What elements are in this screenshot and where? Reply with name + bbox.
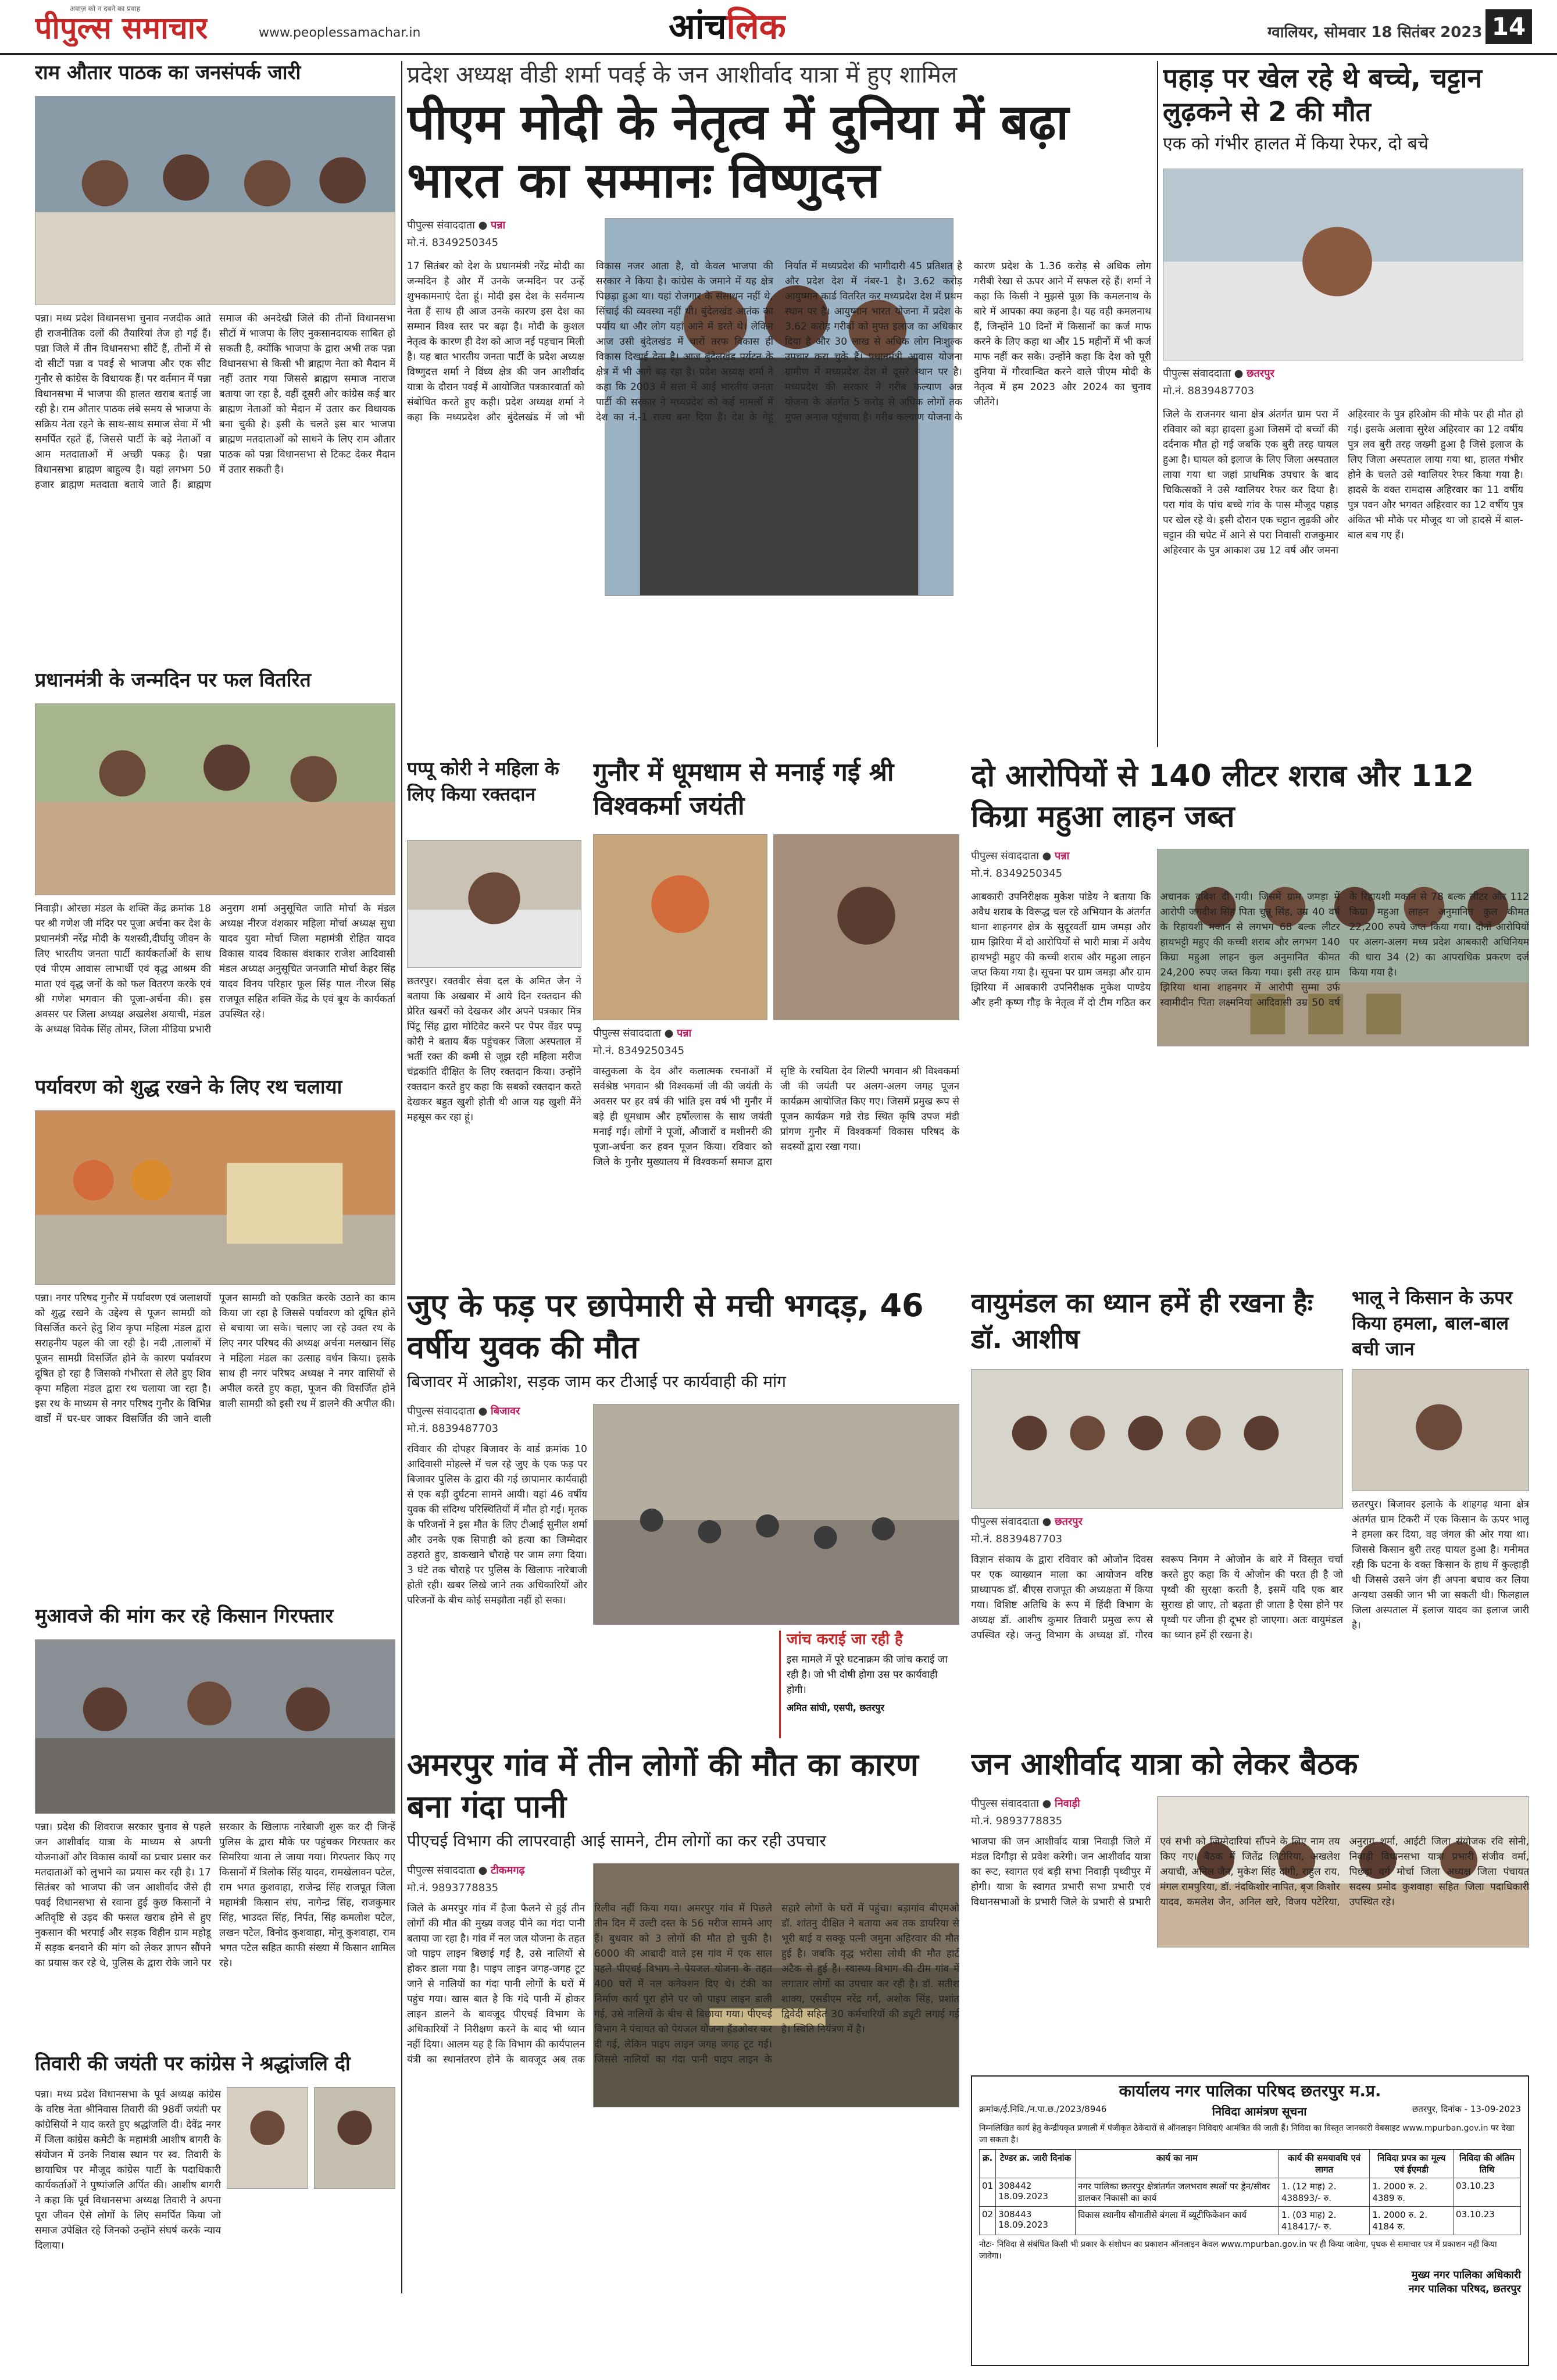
byline-place: पन्ना xyxy=(677,1027,692,1039)
story-body: निवाड़ी। ओरछा मंडल के शक्ति केंद्र क्रमांक 18 पर श्री गणेश जी मंदिर पर पूजा अर्चना कर देश के प्रधानमंत्री नरेंद्र मोदी के यशस्वी,दीर्घायु जीवन के लिए भारतीय जनता पार्टी कार्यकर्ताओं के साथ एवं पीएम आवास लाभार्थी एवं वृद्ध आश्रम की माता एवं वृद्ध जनों के को फल वितरण करके एवं श्री गणेश भगवान की पूजा-अर्चना की। इस अवसर पर जिला अध्यक्ष अखलेश अयाची, मंडल के अध्यक्ष विवेक सिंह तोमर, जिला मीडिया प्रभारी अनुराग शर्मा अनुसूचित जाति मोर्चा के मंडल अध्यक्ष नीरज वंशकार महिला मोर्चा अध्यक्ष सुधा यादव युवा मोर्चा जिला महामंत्री रोहित यादव विकास यादव विकास वंशकार राजेश आदिवासी मंडल अध्यक्ष अनुसूचित जनजाति मोर्चा केहर सिंह यादव विनय परिहार फूल सिंह पाल नीरज सिंह राजपूत सहित शक्ति केंद्र के एवं बूथ के कार्यकर्ता उपस्थित रहे। xyxy=(35,903,395,1035)
lead-byline: पीपुल्स संवाददाता ● पन्ना xyxy=(407,219,506,231)
lead-story xyxy=(407,61,1151,805)
story-dirty-water xyxy=(407,1744,959,2366)
story-body-cont xyxy=(593,1631,767,1738)
tender-col: टेण्डर क्र. जारी दिनांक xyxy=(996,2149,1076,2178)
story-mobile: मो.नं. 8349250345 xyxy=(593,1045,685,1057)
byline-place: टीकमगढ़ xyxy=(491,1864,525,1877)
story-headline: प्रधानमंत्री के जन्मदिन पर फल वितरित xyxy=(35,669,311,692)
lead-mobile: मो.नं. 8349250345 xyxy=(407,237,499,249)
story-yatra-meeting xyxy=(971,1744,1529,2070)
photo-chariot xyxy=(35,1110,395,1285)
story-headline: पहाड़ पर खेल रहे थे बच्चे, चट्टान लुढ़कने से 2 की मौत xyxy=(1163,62,1482,127)
photo-tribute-left xyxy=(227,2087,308,2189)
photo-hospital-child xyxy=(1163,169,1523,360)
byline-place: पन्ना xyxy=(1055,850,1070,862)
paper-name: पीपुल्स समाचार xyxy=(35,11,208,46)
website[interactable]: www.peoplessamachar.in xyxy=(259,26,421,40)
story-body: पन्ना। मध्य प्रदेश विधानसभा चुनाव नजदीक आते ही राजनीतिक दलों की तैयारियां तेज हो गई हैं। पन्ना जिले में तीन विधानसभा सीटें हैं, तीनों में से दो सीटों पन्ना व पवई से भाजपा और एक सीट गुनौर से कांग्रेस के विधायक हैं। पर वर्तमान में पन्ना विधानसभा में भाजपा की हालत खराब बताई जा रही है। राम औतार पाठक लंबे समय से भाजपा के सक्रिय नेता रहने के साथ-साथ समाज सेवा में भी समर्पित रहते हैं, जिससे पार्टी के बड़े नेताओं व आम मतदाताओं में अच्छी पकड़ है। पन्ना विधानसभा ब्राह्मण बाहुल्य है। यहां लगभग 50 हजार ब्राह्मण मतदाता बताये जाते हैं। ब्राह्मण समाज की अनदेखी जिले की तीनों विधानसभा सीटों में भाजपा के लिए नुकसानदायक साबित हो सकती है, क्योंकि भाजपा के द्वारा अभी तक पन्ना विधानसभा से किसी भी ब्राह्मण नेता को मैदान में नहीं उतार गया जिससे ब्राह्मण समाज नाराज बताया जा रहा है, वहीं दूसरी ओर कांग्रेस कई बार ब्राह्मण नेताओं को मैदान में उतार कर विधायक बना चुकी है। इसी के चलते इस बार भाजपा ब्राह्मण मतदाताओं को साधने के लिए राम औतार पाठक को पन्ना विधानसभा से टिकट देकर मैदान में उतार सकती है। xyxy=(35,313,395,491)
story-tiwari-jayanti xyxy=(35,2052,395,2366)
tender-col: कार्य की समयावधि एवं लागत xyxy=(1279,2149,1369,2178)
byline-name: पीपुल्स संवाददाता xyxy=(971,1516,1039,1528)
byline-name: पीपुल्स संवाददाता xyxy=(971,850,1039,862)
story-body: आबकारी उपनिरीक्षक मुकेश पांडेय ने बताया कि अवैध शराब के विरूद्ध चल रहे अभियान के अंतर्गत थाना शाहनगर क्षेत्र के सुदूरवर्ती ग्राम जमड़ा और ग्राम झिरिया में दो आरोपियों से भारी मात्रा में अवैध हाथभट्टी महुए की कच्ची शराब और महुआ लाहन जप्त किया गया है। सूचना पर ग्राम जमड़ा और ग्राम झिरिया में आबकारी उपनिरीक्षक मुकेश पाण्डेय और हनी कृष्ण गौड़ के नेतृत्व में दो टीम गठित कर अचानक दबिश दी गयी। जिसमें ग्राम जमड़ा में आरोपी जगदीश सिंह पिता चुन्नू सिंह, उम्र 40 वर्ष के रिहायशी मकान से लगभग 68 बल्क लीटर हाथभट्टी महुए की कच्ची शराब और लगभग 140 किग्रा महुआ लाहन कुल अनुमानित कीमत 24,200 रुपए जब्त किया गया। इसी तरह ग्राम झिरिया थाना शाहनगर में आरोपी सुम्मा उर्फ स्वामीदीन पिता लक्ष्मनिया आदिवासी उम्र 50 वर्ष के रिहायशी मकान से 78 बल्क लीटर और 112 किग्रा महुआ लाहन अनुमानित कुल कीमत 22,200 रुपये जप्त किया गया। दोनों आरोपियों पर अलग-अलग मध्य प्रदेश आबकारी अधिनियम की धारा 34 (2) का आपराधिक प्रकरण दर्ज किया गया है। xyxy=(971,891,1529,1009)
byline-name: पीपुल्स संवाददाता xyxy=(1163,367,1231,380)
photo-students xyxy=(971,1369,1343,1509)
story-byline: पीपुल्स संवाददाता ● टीकमगढ़ xyxy=(407,1864,525,1877)
masthead xyxy=(0,0,1557,55)
photo-injured-farmer xyxy=(1352,1369,1529,1491)
story-headline: गुनौर में धूमधाम से मनाई गई श्री विश्वकर्मा जयंती xyxy=(593,757,894,821)
story-mobile: मो.नं. 8839487703 xyxy=(971,1533,1063,1545)
table-cell: 1. 2000 रु. 2. 4389 रु. xyxy=(1370,2178,1454,2206)
photo-donor xyxy=(407,840,581,968)
table-row xyxy=(980,2206,1521,2235)
story-headline: दो आरोपियों से 140 लीटर शराब और 112 किग्रा महुआ लाहन जब्त xyxy=(971,759,1474,834)
story-body: रविवार की दोपहर बिजावर के वार्ड क्रमांक 10 आदिवासी मोहल्ले में चल रहे जुए के एक फड़ पर बिजावर पुलिस के द्वारा की गई छापामार कार्यवाही से एक बड़ी दुर्घटना सामने आयी। यहां 46 वर्षीय युवक की संदिग्ध परिस्थितियों में मौत हो गई। मृतक के परिजनों ने इस मौत के लिए टीआई सुनील शर्मा और उनके एक सिपाही को हत्या का जिम्मेदार ठहराते हुए, डाकखाने चौराहे पर जाम लगा दिया। 3 घंटे तक चौराहे पर पुलिस के खिलाफ नारेबाजी होती रही। खबर लिखे जाने तक अधिकारियों और परिजनों के बीच कोई समझौता नहीं हो सका। xyxy=(407,1443,587,1606)
photo-road-jam xyxy=(593,1404,959,1625)
story-bear-attack xyxy=(1352,1285,1529,1738)
story-mobile: मो.नं. 8349250345 xyxy=(971,867,1063,880)
byline-name: पीपुल्स संवाददाता xyxy=(407,219,475,231)
story-gambling-raid xyxy=(407,1285,959,1738)
table-cell: 03.10.23 xyxy=(1454,2178,1521,2206)
story-headline: जन आशीर्वाद यात्रा को लेकर बैठक xyxy=(971,1747,1358,1782)
story-environment-chariot xyxy=(35,1075,395,1599)
photo-puja xyxy=(593,834,767,1020)
story-byline: पीपुल्स संवाददाता ● छतरपुर xyxy=(1163,367,1274,380)
table-cell: 1. 2000 रु. 2. 4184 रु. xyxy=(1370,2206,1454,2235)
tender-col: क्र. xyxy=(980,2149,996,2178)
story-children-rock xyxy=(1163,61,1523,747)
tender-col: निविदा प्रपत्र का मूल्य एवं ईएमडी xyxy=(1370,2149,1454,2178)
story-deck: एक को गंभीर हालत में किया रेफर, दो बचे xyxy=(1163,134,1429,154)
story-body: पन्ना। मध्य प्रदेश विधानसभा के पूर्व अध्यक्ष कांग्रेस के वरिष्ठ नेता श्रीनिवास तिवारी की 98वीं जयंती पर कांग्रेसियों ने याद करते हुए श्रद्धांजलि दी। देवेंद्र नगर में जिला कांग्रेस कमेटी के महामंत्री आशीष बागरी के संयोजन में उनके निवास स्थान पर स्व. तिवारी के छायाचित्र पर मौजूद कांग्रेस पार्टी के पदाधिकारी कार्यकर्ताओं ने पुष्पांजलि अर्पित की। आशीष बागरी ने कहा कि पूर्व विधानसभा अध्यक्ष तिवारी ने अपना पूरा जीवन ऐसे लोगों के लिए समर्पित किया जो समाज उपेक्षित रहे जिनको उन्होंने संघर्ष करके न्याय दिलाया। xyxy=(35,2089,221,2252)
table-row xyxy=(980,2178,1521,2206)
tender-header-row xyxy=(980,2149,1521,2178)
section-part-a: आंच xyxy=(669,6,727,47)
story-byline: पीपुल्स संवाददाता ● बिजावर xyxy=(407,1405,520,1417)
table-cell: 1. (03 माह) 2. 418417/- रु. xyxy=(1279,2206,1369,2235)
story-farmers-arrested xyxy=(35,1604,395,2046)
story-body: जिले के अमरपुर गांव में हैजा फैलने से हुई तीन लोगों की मौत की मुख्य वजह पीने का गंदा पानी बताया जा रहा है। गांव में नल जल योजना के तहत जो पाइप लाइन बिछाई गई है, उसे नालियों से होकर डाला गया है। पाइप लाइन जगह-जगह टूट जाने से नालियों का गंदा पानी लोगों के घरों में पहुंच गया। खास बात है कि गंदे पानी में होकर लाइन डालने के बावजूद पीएचई विभाग के अधिकारियों ने निरीक्षण करने के बाद भी ध्यान नहीं दिया। आलम यह है कि विभाग की कार्यपालन यंत्री का स्थानांतरण होने के बावजूद अब तक रिलीव नहीं किया गया। अमरपुर गांव में पिछले तीन दिन में उल्टी दस्त के 56 मरीज सामने आए हैं। बुधवार को 3 लोगों की मौत हो चुकी है। 6000 की आबादी वाले इस गांव में एक साल पहले पीएचई विभाग ने पेयजल योजना के तहत 400 घरों में नल कनेक्शन दिए थे। टंकी का निर्माण कार्य पूरा होने पर जो पाइप लाइन डाली गई, उसे नालियों के बीच से बिछाया गया। पीएचई विभाग ने पंचायत को पेयजल योजना हैंडओवर कर दी गई, लेकिन पाइप लाइन जगह जगह टूट गई। जिससे नालियों का गंदा पानी पाइप लाइन के सहारे लोगों के घरों में पहुंचा। बड़ागांव बीएमओ डॉ. शांतनु दीक्षित ने बताया अब तक डायरिया से भूरी बाई व सक्कू पत्नी जमुना अहिरवार की मौत हुई है। जबकि वृद्ध भरोसा लोधी की मौत हार्ट अटैक से हुई है। स्वास्थ्य विभाग की टीम गांव में लगातार लोगों का उपचार कर रही है। डॉ. सतीश शाक्य, एसडीएम नरेंद्र गर्ग, अशोक सिंह, प्रशांत द्विवेदी सहित 30 कर्मचारियों की ड्यूटी लगाई गई है। स्थिति नियंत्रण में है। xyxy=(407,1903,959,2065)
tender-sign-2: नगर पालिका परिषद, छतरपुर xyxy=(1408,2282,1521,2295)
sidebar-body: इस मामले में पूरे घटनाक्रम की जांच कराई जा रही है। जो भी दोषी होगा उस पर कार्यवाही होगी। xyxy=(787,1654,948,1696)
story-fruit-distribution xyxy=(35,669,395,1070)
story-headline: मुआवजे की मांग कर रहे किसान गिरफ्तार xyxy=(35,1604,334,1628)
story-mobile: मो.नं. 9893778835 xyxy=(407,1882,499,1894)
photo-campaign xyxy=(35,96,395,305)
tender-notice xyxy=(971,2075,1529,2366)
tender-title: निविदा आमंत्रण सूचना xyxy=(1212,2104,1307,2118)
table-cell: 308443 18.09.2023 xyxy=(996,2206,1076,2235)
byline-name: पीपुल्स संवाददाता xyxy=(407,1864,475,1877)
masthead-tagline: अवाज़ को न दबने का प्रवाह xyxy=(70,5,141,13)
story-body: विज्ञान संकाय के द्वारा रविवार को ओजोन दिवस पर एक व्याख्यान माला का आयोजन वरिष्ठ प्राध्यापक डॉ. बीएस राजपूत की अध्यक्षता में किया गया। विशिष्ट अतिथि के रूप में हिंदी विभाग के अध्यक्ष डॉ. आशीष कुमार तिवारी प्रमुख रूप से उपस्थित रहे। जन्तु विभाग के अध्यक्ष डॉ. गौरव स्वरूप निगम ने ओजोन के बारे में विस्तृत चर्चा करते हुए कहा कि ये ओजोन की परत ही है जो पृथ्वी की सुरक्षा करती है, इसमें यदि एक बार सुराख हो जाए, तो बढ़ता ही जाता है ऐसा होने पर पृथ्वी पर जीना ही दूभर हो जाएगा। अतः वायुमंडल का ध्यान हमें ही रखना है। xyxy=(971,1554,1343,1641)
sidebar-sign: अमित सांघी, एसपी, छतरपुर xyxy=(787,1702,884,1714)
section-name xyxy=(669,6,786,48)
lead-body: 17 सितंबर को देश के प्रधानमंत्री नरेंद्र मोदी का जन्मदिन है और मैं उनके जन्मदिन पर उन्हें शुभकामनाएं देता हूं। मोदी इस देश के सर्वमान्य नेता हैं साथ ही आज उनके कारण इस देश का सम्मान विश्व स्तर पर बढ़ा है। मोदी के कुशल नेतृत्व के कारण ही देश को आज नई पहचान मिली है। यह बात भारतीय जनता पार्टी के प्रदेश अध्यक्ष विष्णुदत्त शर्मा ने विंध्य क्षेत्र की जन आशीर्वाद यात्रा के दौरान पवई में आयोजित पत्रकारवार्ता को संबोधित करते हुए कही। प्रदेश अध्यक्ष शर्मा ने कहा कि मध्यप्रदेश और बुंदेलखंड में जो भी विकास नजर आता है, वो केवल भाजपा की सरकार ने किया है। कांग्रेस के जमाने में यह क्षेत्र पिछड़ा हुआ था। यहां रोजगार के संसाधन नहीं थे, सिंचाई की व्यवस्था नहीं थी। बुंदेलखंड आतंक का पर्याय था और लोग यहां आने में डरते थे। लेकिन आज उसी बुंदेलखंड में चारों तरफ विकास ही विकास दिखाई देता है। आज बुंदेलखंड पर्यटन के क्षेत्र में भी आगे बढ़ रहा है। प्रदेश अध्यक्ष शर्मा ने कहा कि 2003 में सत्ता में आई भारतीय जनता पार्टी की सरकार ने मध्यप्रदेश को कई मामलों में देश का नं.-1 राज्य बना दिया है। देश के गेहूं निर्यात में मध्यप्रदेश की भागीदारी 45 प्रतिशत है और प्रदेश देश में नंबर-1 है। 3.62 करोड़ आयुष्मान कार्ड वितरित कर मध्यप्रदेश देश में प्रथम स्थान पर है। आयुष्मान भारत योजना में प्रदेश के 3.62 करोड़ गरीबों को मुफ्त इलाज का अधिकार दिया है और 30 लाख से अधिक लोग निःशुल्क उपचार करा चुके हैं। प्रधानमंत्री आवास योजना ग्रामीण में मध्यप्रदेश देश में दूसरे स्थान पर है। मध्यप्रदेश की सरकार ने गरीब कल्याण अन्न योजना के अंतर्गत 5 करोड़ से अधिक लोगों तक मुफ्त अनाज पहुंचाया है। गरीब कल्याण योजना के कारण प्रदेश के 1.36 करोड़ से अधिक लोग गरीबी रेखा से ऊपर आने में सफल रहे हैं। शर्मा ने कहा कि किसी ने मुझसे पूछा कि कमलनाथ के बारे में आपका क्या कहना है। यह वही कमलनाथ हैं, जिन्होंने 10 दिनों में किसानों का कर्ज माफ करने के लिए कहा था और 15 महीनों में भी कर्ज माफ नहीं कर सके। उन्होंने कहा कि देश को पूरी दुनिया में गौरवान्वित करने वाले पीएम मोदी के नेतृत्व में हम 2023 और 2024 का चुनाव जीतेंगे। xyxy=(407,260,1151,423)
tender-ref: क्रमांक/ई.निवि./न.पा.छ./2023/8946 xyxy=(979,2103,1107,2114)
story-deck: बिजावर में आक्रोश, सड़क जाम कर टीआई पर कार्यवाही की मांग xyxy=(407,1372,787,1391)
story-headline: अमरपुर गांव में तीन लोगों की मौत का कारण बना गंदा पानी xyxy=(407,1746,919,1825)
story-body: वास्तुकला के देव और कलात्मक रचनाओं में सर्वश्रेष्ठ भगवान श्री विश्वकर्मा जी की जयंती के अवसर पर हर वर्ष की भांति इस वर्ष भी गुनौर में बड़े ही धूमधाम और हर्षोल्लास के साथ जयंती मनाई गई। लोगों ने पूजों, औजारों व मशीनरी की पूजा-अर्चना कर हवन पूजन किया। रविवार को जिले के गुनौर मुख्यालय में विश्वकर्मा समाज द्वारा सृष्टि के रचयिता देव शिल्पी भगवान श्री विश्वकर्मा जी की जयंती पर अलग-अलग जगह पूजन कार्यक्रम आयोजित किए गए। जिसमें प्रमुख रूप से पूजन कार्यक्रम गन्ने रोड स्थित कृषि उपज मंडी प्रांगण गुनौर में विश्वकर्मा विकास परिषद के सदस्यों द्वारा रखा गया। xyxy=(593,1066,959,1168)
story-mobile: मो.नं. 8839487703 xyxy=(1163,385,1255,397)
tender-office: कार्यालय नगर पालिका परिषद छतरपुर म.प्र. xyxy=(1119,2081,1381,2100)
story-vishwakarma xyxy=(593,756,959,1279)
byline-place: बिजावर xyxy=(491,1405,520,1417)
section-part-b: लिक xyxy=(726,6,786,47)
tender-meta xyxy=(979,2103,1521,2119)
table-cell: 02 xyxy=(980,2206,996,2235)
table-cell: नगर पालिका छतरपुर क्षेत्रांतर्गत जलभराव स्थलों पर ड्रेन/सीवर डालकर निकासी का कार्य xyxy=(1075,2178,1279,2206)
lead-kicker: प्रदेश अध्यक्ष वीडी शर्मा पवई के जन आशीर्वाद यात्रा में हुए शामिल xyxy=(407,62,958,88)
sidebar-box xyxy=(779,1631,959,1738)
tender-date: छतरपुर, दिनांक - 13-09-2023 xyxy=(1412,2103,1521,2114)
story-body: पन्ना। नगर परिषद गुनौर में पर्यावरण एवं जलाशयों को शुद्ध रखने के उद्देश्य से पूजन सामग्री को विसर्जित करने हेतु शिव कृपा महिला मंडल द्वारा सराहनीय पहल की जा रही है। नदी ,तालाबों में पूजन सामग्री विसर्जित होने के कारण पर्यावरण दूषित हो रहा है जिसको गंभीरता से लेते हुए शिव कृपा महिला मंडल द्वारा रथ चलाया जा रहा है। इस रथ के माध्यम से नगर परिषद गुनौर के विभिन्न वार्डों में घर-घर जाकर विसर्जित की जाने वाली पूजन सामग्री को एकत्रित करके उठाने का काम किया जा रहा है जिससे पर्यावरण को दूषित होने से बचाया जा सके। चलाए जा रहे उक्त रथ के लिए नगर परिषद की अध्यक्ष अर्चना मलखान सिंह ने महिला मंडल का उत्साह वर्धन किया। इसके साथ ही नगर परिषद अध्यक्ष ने नगर वासियों से अपील करते हुए कहा, पूजन की विसर्जित होने वाली सामग्री को इसी रथ में डालने की अपील की। xyxy=(35,1292,395,1425)
story-byline: पीपुल्स संवाददाता ● पन्ना xyxy=(971,850,1070,862)
story-deck: पीएचई विभाग की लापरवाही आई सामने, टीम लोगों का कर रही उपचार xyxy=(407,1831,826,1850)
story-byline: पीपुल्स संवाददाता ● पन्ना xyxy=(593,1027,692,1039)
story-byline: पीपुल्स संवाददाता ● छतरपुर xyxy=(971,1516,1083,1528)
tender-table xyxy=(979,2149,1521,2235)
tender-intro: निम्नलिखित कार्य हेतु केन्द्रीयकृत प्रणाली में पंजीकृत ठेकेदारों से ऑनलाइन निविदाएं आमंत्रित की जाती हैं। निविदा का विस्तृत जानकारी वेबसाइट www.mpurban.gov.in पर देखा जा सकता है। xyxy=(979,2123,1515,2145)
story-body: जिले के राजनगर थाना क्षेत्र अंतर्गत ग्राम परा में रविवार को बड़ा हादसा हुआ जिसमें दो बच्चों की दर्दनाक मौत हो गई जबकि एक बुरी तरह घायल हुआ है। घायल को इलाज के लिए जिला अस्पताल लाया गया था जहां प्राथमिक उपचार के बाद चिकित्सकों ने उसे ग्वालियर रेफर कर दिया है। परा गांव के पांच बच्चे गांव के पास मौजूद पहाड़ पर खेल रहे थे। इसी दौरान एक चट्टान लुढ़की और चट्टान की चपेट में आने से परा निवासी राजकुमार अहिरवार के पुत्र आकाश उम्र 12 वर्ष और जमना अहिरवार के पुत्र हरिओम की मौके पर ही मौत हो गई। इसके अलावा सुरेश अहिरवार का 12 वर्षीय पुत्र लव बुरी तरह जख्मी हुआ है जिसे इलाज के लिए जिला अस्पताल लाया गया था, हालत गंभीर होने के चलते उसे ग्वालियर रेफर किया गया है। हादसे के वक्त रामदास अहिरवार का 11 वर्षीय पुत्र पवन और भगवत अहिरवार का 12 वर्षीय पुत्र अंकित भी मौके पर मौजूद था जो हादसे में बाल-बाल बच गए हैं। xyxy=(1163,409,1523,556)
table-cell: 01 xyxy=(980,2178,996,2206)
story-headline: तिवारी की जयंती पर कांग्रेस ने श्रद्धांजलि दी xyxy=(35,2052,351,2075)
story-headline: जुए के फड़ पर छापेमारी से मची भगदड़, 46 वर्षीय युवक की मौत xyxy=(407,1287,924,1366)
photo-fruit xyxy=(35,703,395,895)
story-headline: पर्यावरण को शुद्ध रखने के लिए रथ चलाया xyxy=(35,1075,342,1099)
photo-tribute-right xyxy=(314,2087,395,2189)
story-headline: भालू ने किसान के ऊपर किया हमला, बाल-बाल बची जान xyxy=(1352,1287,1513,1360)
photo-worship xyxy=(773,834,959,1020)
byline-name: पीपुल्स संवाददाता xyxy=(407,1405,475,1417)
photo-farmers xyxy=(35,1639,395,1814)
story-pathak xyxy=(35,61,395,663)
byline-place: पन्ना xyxy=(491,219,506,231)
byline-place: निवाड़ी xyxy=(1055,1797,1080,1810)
table-cell: 1. (12 माह) 2. 438893/- रु. xyxy=(1279,2178,1369,2206)
table-cell: 03.10.23 xyxy=(1454,2206,1521,2235)
tender-note: नोटः- निविदा से संबंधित किसी भी प्रकार के संशोधन का प्रकाशन ऑनलाइन केवल www.mpurban.gov.in पर ही किया जावेगा, पृथक से समाचार पत्र में प्रकाशन नहीं किया जावेगा। xyxy=(979,2239,1497,2261)
story-mobile: मो.नं. 8839487703 xyxy=(407,1423,499,1435)
story-body: छतरपुर। बिजावर इलाके के शाहगढ़ थाना क्षेत्र अंतर्गत ग्राम टिकरी में एक किसान के ऊपर भालू ने हमला कर दिया, वह जंगल की ओर गया था। जिससे किसान बुरी तरह घायल हुआ है। गनीमत रही कि घटना के वक्त किसान के हाथ में कुल्हाड़ी थी जिससे उसने जंग ही अपना बचाव कर लिया अन्यथा उसकी जान भी जा सकती थी। फिलहाल जिला अस्पताल में इलाज यादव का इलाज जारी है। xyxy=(1352,1499,1529,1631)
story-liquor-seizure xyxy=(971,756,1529,1279)
story-headline: राम औतार पाठक का जनसंपर्क जारी xyxy=(35,61,301,84)
byline-name: पीपुल्स संवाददाता xyxy=(593,1027,661,1039)
story-headline: पप्पू कोरी ने महिला के लिए किया रक्तदान xyxy=(407,757,559,805)
page-number: 14 xyxy=(1485,9,1532,44)
table-cell: विकास स्थानीय सौगातीसे बंगला में ब्यूटीफिकेशन कार्य xyxy=(1075,2206,1279,2235)
tender-col: निविदा की अंतिम तिथि xyxy=(1454,2149,1521,2178)
story-mobile: मो.नं. 9893778835 xyxy=(971,1815,1063,1827)
byline-name: पीपुल्स संवाददाता xyxy=(971,1797,1039,1810)
table-cell: 308442 18.09.2023 xyxy=(996,2178,1076,2206)
byline-place: छतरपुर xyxy=(1247,367,1274,380)
story-ozone-lecture xyxy=(971,1285,1343,1738)
story-byline: पीपुल्स संवाददाता ● निवाड़ी xyxy=(971,1797,1080,1810)
dateline: ग्वालियर, सोमवार 18 सितंबर 2023 xyxy=(1267,24,1483,41)
tender-sign-1: मुख्य नगर पालिका अधिकारी xyxy=(1411,2268,1521,2281)
byline-place: छतरपुर xyxy=(1055,1516,1083,1528)
tender-col: कार्य का नाम xyxy=(1075,2149,1279,2178)
lead-headline: पीएम मोदी के नेतृत्व में दुनिया में बढ़ा भारत का सम्मानः विष्णुदत्त xyxy=(407,94,1069,209)
story-headline: वायुमंडल का ध्यान हमें ही रखना हैः डॉ. आशीष xyxy=(971,1287,1313,1355)
story-body: छतरपुर। रक्तवीर सेवा दल के अमित जैन ने बताया कि अखबार में आये दिन रक्तदान की प्रेरित खबरों को देखकर और अपने पत्रकार मित्र पिंटू सिंह द्वारा मोटिवेट करने पर पेपर वेंडर पप्पू कोरी ने बताय बैंक पहुंचकर जिला अस्पताल में भर्ती रक्त की कमी से जूझ रही महिला मरीज चंद्रकांति दीक्षित के लिए रक्तदान किया। उन्होंने रक्तदान करते हुए कहा कि सबको रक्तदान करते देखकर बहुत खुशी होती थी आज यह खुशी मैंने महसूस कर रहा हूं। xyxy=(407,975,581,1123)
story-body: भाजपा की जन आशीर्वाद यात्रा निवाड़ी जिले में मंडल दिगौड़ा से प्रवेश करेगी। जन आशीर्वाद यात्रा का रूट, स्वागत एवं बड़ी सभा निवाड़ी पृथ्वीपुर में होगी। यात्रा के स्वागत प्रभारी सभा प्रभारी एवं विधानसभाओं के प्रभारी जिले के प्रभारी से प्रभारी एवं सभी को जिम्मेदारियां सौंपने के लिए नाम तय किए गए। बैठक में जितेंद्र लिटोरिया, अखलेश अयाची, अनिल जैन, मुकेश सिंह दांगी, राहुल राय, मंगल रामपुरिया, डॉ. नंदकिशोर नापित, बृज किशोर यादव, कमलेश जैन, अनिल खरे, विजय पटेरिया, अनुराग शर्मा, आईटी जिला संयोजक रवि सोनी, निवाड़ी विधानसभा यात्रा प्रभारी संजीव वर्मा, पिछड़ा वर्ग मोर्चा जिला अध्यक्ष जिला पंचायत सदस्य प्रमोद कुशवाहा सहित जिला पदाधिकारी उपस्थित रहे। xyxy=(971,1836,1529,1908)
story-blood-donation xyxy=(407,756,581,1279)
story-body: पन्ना। प्रदेश की शिवराज सरकार चुनाव से पहले जन आशीर्वाद यात्रा के माध्यम से अपनी योजनाओं और विकास कार्यों का प्रचार प्रसार कर मतदाताओं को लुभाने का प्रयास कर रही है। 17 सितंबर को भाजपा की जन आशीर्वाद जैसे ही पवई विधानसभा से रवाना हुई कुछ किसानों ने अतिवृष्टि से उड़द की फसल खराब होने से हुए नुकसान की भरपाई और सड़क विहीन ग्राम महोडू में सड़क बनवाने की मांग को लेकर ज्ञापन सौंपने का प्रयास कर रहे थे, पुलिस के द्वारा रोके जाने पर सरकार के खिलाफ नारेबाजी शुरू कर दी जिन्हें पुलिस के द्वारा मौके पर पहुंचकर गिरफ्तार कर सिमरिया थाना ले जाया गया। गिरफ्तार किए गए किसानों में त्रिलोक सिंह यादव, रामखेलावन पटेल, राम भगत कुशवाहा, राजेन्द्र सिंह राजपूत जिला महामंत्री किसान संघ, नागेन्द्र सिंह, राजकुमार सिंह, भाउदत सिंह, निर्पत, सिंह कमलोश पटेल, लखन पटेल, विनोद कुशवाहा, मोनू कुशवाहा, राम भगत पटेल सहित काफी संख्या में किसान शामिल रहे। xyxy=(35,1821,395,1969)
sidebar-head: जांच कराई जा रही है xyxy=(787,1631,903,1648)
